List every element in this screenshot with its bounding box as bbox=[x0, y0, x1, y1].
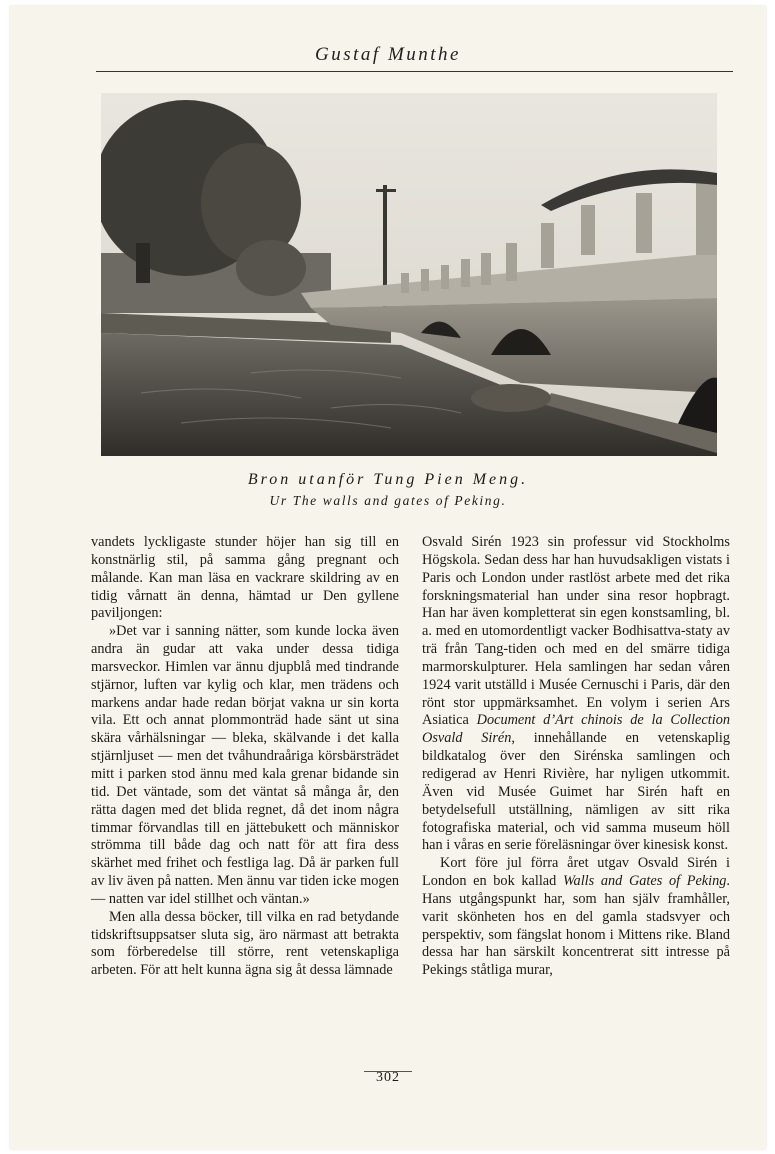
running-title: Gustaf Munthe bbox=[315, 44, 461, 65]
book-title: Document d’Art chinois de la Collection Osvald Sirén bbox=[422, 712, 730, 747]
bridge-photograph bbox=[101, 93, 717, 456]
text-run: . Hans utgångspunkt har, som han själv framhåller, varit skönheten hos en del gamla stadsvyer och perspektiv, som fängslat honom i Mittens rike. Bland dessa har han särskilt koncentrerat sitt intresse på Pekings ståtliga murar, bbox=[422, 873, 730, 979]
book-title: Walls and Gates of Peking bbox=[562, 873, 727, 890]
book-page bbox=[10, 6, 766, 1149]
figure-caption: Bron utanför Tung Pien Meng. bbox=[247, 471, 529, 488]
paragraph: Men alla dessa böcker, till vilka en rad betydande tidskriftsuppsatser sluta sig, äro närmast att betrakta som förberedelse till större, rent vetenskapliga arbeten. För att helt kunna ägna sig åt dessa lämnade bbox=[91, 908, 399, 979]
figure-source: Ur The walls and gates of Peking. bbox=[269, 493, 507, 508]
text-run: Kort före jul förra året utgav Osvald Sirén i London en bok kallad bbox=[422, 855, 730, 890]
text-run: , innehållande en vetenskaplig bildkatalog över den Sirénska samlingen och redigerad av Henri Rivière, har nyligen utkommit. Även vid Musée Guimet har Sirén haft en betydelsefull utställning, nämligen av sitt rika fotografiska material, och vid samma museum höll han i våras en serie föreläsningar över kinesisk konst. bbox=[422, 730, 730, 854]
right-column bbox=[422, 534, 730, 980]
quote-paragraph: »Det var i sanning nätter, som kunde locka även andra än gudar att vaka under dessa tidiga marsveckor. Himlen var ännu djupblå med tindrande stjärnor, luften var kylig och klar, men trädens och markens andar hade redan börjat vakna ur sin korta vila. Ett och annat plommonträd hade sänt ut sina skära vårhälsningar — bleka, skälvande i det kalla stjärnljuset — men det tvåhundraåriga körsbärsträdet mitt i parken stod ännu med kala grenar bidande sin tid. Det väntade, som det väntat så många år, den rätta dagen med det blida regnet, då det inom några timmar förvandlas till en jättebukett och människor strömma till både dag och natt för att fira dess skärhet med frihet och festliga lag. Då är parken full av liv även på natten. Men ännu var tiden icke mogen — natten var idel stillhet och väntan.» bbox=[91, 623, 399, 907]
header-rule bbox=[96, 71, 733, 72]
paragraph bbox=[422, 855, 730, 980]
page-number: 302 bbox=[376, 1070, 400, 1085]
paragraph bbox=[422, 534, 730, 855]
left-column bbox=[91, 534, 399, 980]
text-run: Osvald Sirén 1923 sin professur vid Stockholms Högskola. Sedan dess har han huvudsakligen vistats i Paris och London under rastlöst arbete med det rika forskningsmaterial han under sina resor hopbragt. Han har även kompletterat sin egen konstsamling, bl. a. med en utomordentligt vacker Bodhisattva-staty av trä från Tang-tiden och med en del smärre tidiga marmorskulpturer. Hela samlingen har sedan våren 1924 varit utställd i Musée Cernuschi i Paris, där den rönt stor uppmärksamhet. En volym i serien Ars Asiatica bbox=[422, 534, 730, 729]
paragraph: vandets lyckligaste stunder höjer han sig till en konstnärlig stil, på samma gång pregnant och målande. Kan man läsa en vackrare skildring av en tidig vårnatt än denna, hämtad ur Den gyllene paviljongen: bbox=[91, 534, 399, 622]
